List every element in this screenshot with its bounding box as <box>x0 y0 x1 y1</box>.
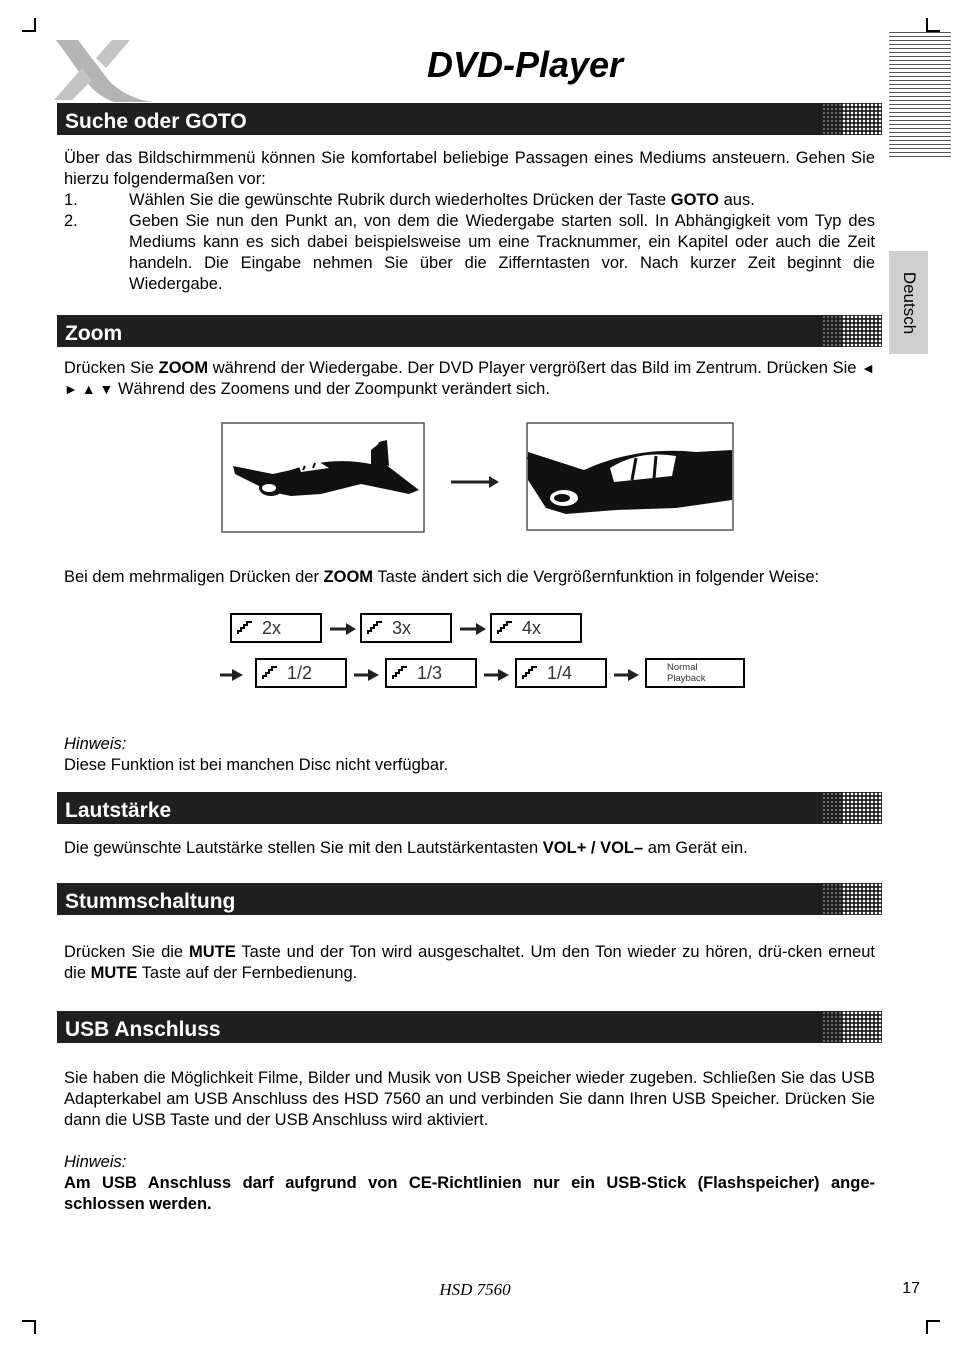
usb-text: Sie haben die Möglichkeit Filme, Bilder und Musik von USB Speicher wieder zugeben. Schließen Sie das USB Adapterkabel am USB Anschluss des HSD 7560 an und verbinden Sie dann Ihren USB Speicher. Drücken Sie dann die USB Taste und der USB Anschluss wird aktiviert. <box>64 1069 875 1129</box>
zoom-paragraph-2: Bei dem mehrmaligen Drücken der ZOOM Taste ändert sich die Vergrößernfunktion in folgender Weise: <box>64 568 820 586</box>
step-number: 2. <box>64 212 78 230</box>
section-header-usb <box>57 1011 882 1043</box>
dot-pattern <box>842 315 882 347</box>
arrow-keys-icon: ◄ ► ▲ ▼ <box>64 360 875 397</box>
section-header-zoom <box>57 315 882 347</box>
section-heading: Suche oder GOTO <box>65 110 247 133</box>
zoom-note-label: Hinweis: <box>64 735 127 753</box>
zoom-level-box: 1/2 <box>255 658 347 688</box>
goto-intro: Über das Bildschirmmenü können Sie komfortabel beliebige Passagen eines Mediums ansteuern. Gehen Sie hierzu folgendermaßen vor: <box>64 149 875 188</box>
section-header-goto <box>57 103 882 135</box>
step-number: 1. <box>64 191 78 209</box>
zoom-level-box: 1/3 <box>385 658 477 688</box>
section-heading: Stummschaltung <box>65 890 236 913</box>
zoom-sequence-arrows <box>0 600 954 700</box>
section-heading: Lautstärke <box>65 799 172 822</box>
language-tab-label: Deutsch <box>899 271 919 334</box>
dot-pattern <box>842 792 882 824</box>
dot-pattern <box>842 883 882 915</box>
dot-pattern <box>842 1011 882 1043</box>
airplane-zoomed-image <box>526 422 734 531</box>
zoom-note-text: Diese Funktion ist bei manchen Disc nicht verfügbar. <box>64 756 449 774</box>
brand-logo-icon <box>52 38 156 104</box>
zoom-level-box: 4x <box>490 613 582 643</box>
crop-mark-bottom-right <box>926 1320 940 1334</box>
zoom-arrow-icon <box>449 472 501 492</box>
step-text: Wählen Sie die gewünschte Rubrik durch wiederholtes Drücken der Taste GOTO aus. <box>129 191 755 209</box>
zoom-level-box: 3x <box>360 613 452 643</box>
sidebar-line-pattern <box>889 32 951 158</box>
section-heading: USB Anschluss <box>65 1018 221 1041</box>
crop-mark-top-right <box>926 18 940 32</box>
volume-text: Die gewünschte Lautstärke stellen Sie mit den Lautstärkentasten VOL+ / VOL– am Gerät ein. <box>64 839 748 857</box>
zoom-level-box: 1/4 <box>515 658 607 688</box>
mute-text: Drücken Sie die MUTE Taste und der Ton wird ausgeschaltet. Um den Ton wieder zu hören, drü-cken erneut die MUTE Taste auf der Fernbedienung. <box>64 943 875 982</box>
airplane-normal-image <box>221 422 425 533</box>
footer-model: HSD 7560 <box>439 1280 511 1299</box>
crop-mark-top-left <box>22 18 36 32</box>
dot-pattern <box>842 103 882 135</box>
section-header-volume <box>57 792 882 824</box>
page-number: 17 <box>902 1280 920 1297</box>
zoom-paragraph-1: Drücken Sie ZOOM während der Wiedergabe. Der DVD Player vergrößert das Bild im Zentrum. Drücken Sie ◄ ► ▲ ▼ Während des Zoomens und der Zoompunkt verändert sich. <box>64 359 875 398</box>
section-header-mute <box>57 883 882 915</box>
language-tab <box>889 251 928 354</box>
section-heading: Zoom <box>65 322 123 345</box>
usb-note-label: Hinweis: <box>64 1153 127 1171</box>
zoom-level-box: 2x <box>230 613 322 643</box>
step-text: Geben Sie nun den Punkt an, von dem die Wiedergabe starten soll. In Abhängigkeit vom Typ des Mediums kann es sich dabei beispielsweise um eine Tracknummer, ein Kapitel oder auch die Zeit handeln. Die Eingabe nehmen Sie über die Zifferntasten vor. Nach kurzer Zeit beginnt die Wiedergabe. <box>129 212 875 293</box>
page-title: DVD-Player <box>426 44 624 85</box>
usb-note-text: Am USB Anschluss darf aufgrund von CE-Richtlinien nur ein USB-Stick (Flashspeicher) ange-schlossen werden. <box>64 1174 875 1213</box>
normal-playback-box: Normal Playback <box>645 658 745 688</box>
crop-mark-bottom-left <box>22 1320 36 1334</box>
